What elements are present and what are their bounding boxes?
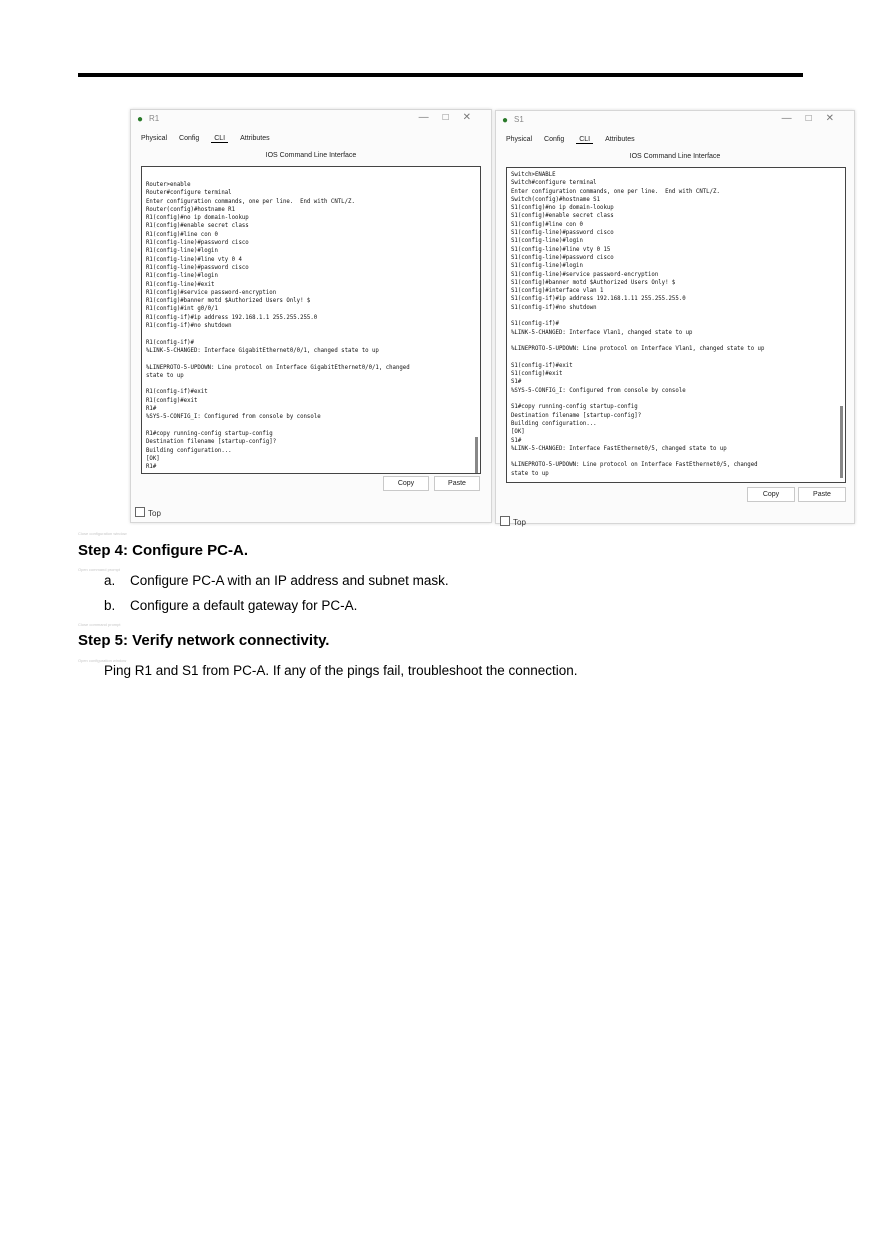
s1-titlebar	[496, 111, 854, 131]
maximize-icon[interactable]: □	[442, 112, 463, 123]
r1-titlebar	[131, 110, 491, 130]
step4-title: Step 4: Configure PC-A.	[78, 542, 249, 559]
r1-scrollbar[interactable]	[475, 437, 478, 474]
step5-text: Ping R1 and S1 from PC-A. If any of the pings fail, troubleshoot the connection.	[104, 663, 578, 678]
tab-physical[interactable]: Physical	[506, 136, 533, 143]
r1-cli-terminal[interactable]	[141, 166, 481, 474]
faint-label: Close command prompt	[78, 622, 121, 627]
r1-cli-output: Router>enable Router#configure terminal Enter configuration commands, one per line. End with CNTL/Z. Router(config)#hostname R1 R1(config)#no ip domain-lookup R1(config)#enable secret class R1(config)#line con 0 R1(config-line)#password cisco R1(config-line)#login R1(config-line)#line vty 0 4 R1(config-line)#password cisco R1(config-line)#login R1(config-line)#exit R1(config)#service password-encryption R1(config)#banner motd $Authorized Users Only! $ R1(config)#int g0/0/1 R1(config-if)#ip address 192.168.1.1 255.255.255.0 R1(config-if)#no shutdown R1(config-if)# %LINK-5-CHANGED: Interface GigabitEthernet0/0/1, changed state to up %LINEPROTO-5-UPDOWN: Line protocol on Interface GigabitEthernet0/0/1, changed state to up R1(config-if)#exit R1(config)#exit R1# %SYS-5-CONFIG_I: Configured from console by console R1#copy running-config startup-config Destination filename [startup-config]? Building configuration... [OK] R1#	[146, 182, 410, 471]
close-icon[interactable]: ✕	[462, 112, 485, 123]
r1-tabs	[141, 135, 280, 143]
minimize-icon[interactable]: —	[418, 112, 443, 123]
top-label: Top	[148, 509, 161, 518]
top-checkbox[interactable]	[135, 507, 161, 518]
faint-label: Close configuration window	[78, 531, 127, 536]
top-label: Top	[513, 518, 526, 527]
list-item	[104, 573, 449, 588]
cli-heading: IOS Command Line Interface	[629, 153, 721, 160]
list-marker: a.	[104, 573, 116, 588]
checkbox-icon[interactable]	[500, 516, 510, 526]
cli-heading: IOS Command Line Interface	[265, 152, 357, 159]
top-rule	[78, 73, 803, 77]
paste-button[interactable]: Paste	[434, 476, 480, 491]
copy-button[interactable]: Copy	[383, 476, 429, 491]
device-icon: ●	[502, 115, 509, 126]
s1-tabs	[506, 136, 645, 144]
tab-cli[interactable]: CLI	[211, 135, 228, 143]
maximize-icon[interactable]: □	[805, 113, 826, 124]
top-checkbox[interactable]	[500, 516, 526, 527]
list-item-text: Configure a default gateway for PC-A.	[130, 598, 358, 613]
s1-window	[495, 110, 855, 527]
faint-label: Open command prompt	[78, 567, 121, 572]
faint-label: Open configuration window	[78, 658, 127, 663]
s1-scrollbar[interactable]	[840, 406, 843, 478]
list-marker: b.	[104, 598, 116, 613]
tab-config[interactable]: Config	[544, 136, 565, 143]
paste-button[interactable]: Paste	[798, 487, 846, 502]
tab-cli[interactable]: CLI	[576, 136, 593, 144]
s1-window-title: S1	[514, 115, 524, 124]
r1-window	[130, 109, 492, 523]
tab-config[interactable]: Config	[179, 135, 200, 142]
s1-cli-terminal[interactable]	[506, 167, 846, 483]
list-item	[104, 598, 357, 613]
device-icon: ●	[137, 114, 144, 125]
r1-window-title: R1	[149, 114, 160, 123]
checkbox-icon[interactable]	[135, 507, 145, 517]
tab-attributes[interactable]: Attributes	[605, 136, 635, 143]
tab-physical[interactable]: Physical	[141, 135, 168, 142]
close-icon[interactable]: ✕	[825, 113, 848, 124]
copy-button[interactable]: Copy	[747, 487, 795, 502]
window-controls[interactable]	[782, 113, 848, 124]
step5-title: Step 5: Verify network connectivity.	[78, 632, 330, 649]
list-item-text: Configure PC-A with an IP address and subnet mask.	[130, 573, 449, 588]
s1-cli-output: Switch>ENABLE Switch#configure terminal Enter configuration commands, one per line. End with CNTL/Z. Switch(config)#hostname S1 S1(config)#no ip domain-lookup S1(config)#enable secret class S1(config)#line con 0 S1(config-line)#password cisco S1(config-line)#login S1(config-line)#line vty 0 15 S1(config-line)#password cisco S1(config-line)#login S1(config-line)#service password-encryption S1(config)#banner motd $Authorized Users Only! $ S1(config)#interface vlan 1 S1(config-if)#ip address 192.168.1.11 255.255.255.0 S1(config-if)#no shutdown S1(config-if)# %LINK-5-CHANGED: Interface Vlan1, changed state to up %LINEPROTO-5-UPDOWN: Line protocol on Interface Vlan1, changed state to up S1(config-if)#exit S1(config)#exit S1# %SYS-5-CONFIG_I: Configured from console by console S1#copy running-config startup-config Destination filename [startup-config]? Building configuration... [OK] S1# %LINK-5-CHANGED: Interface FastEthernet0/5, changed state to up %LINEPROTO-5-UPDOWN: Line protocol on Interface FastEthernet0/5, changed state to up	[511, 172, 765, 477]
tab-attributes[interactable]: Attributes	[240, 135, 270, 142]
minimize-icon[interactable]: —	[781, 113, 806, 124]
window-controls[interactable]	[419, 112, 485, 123]
